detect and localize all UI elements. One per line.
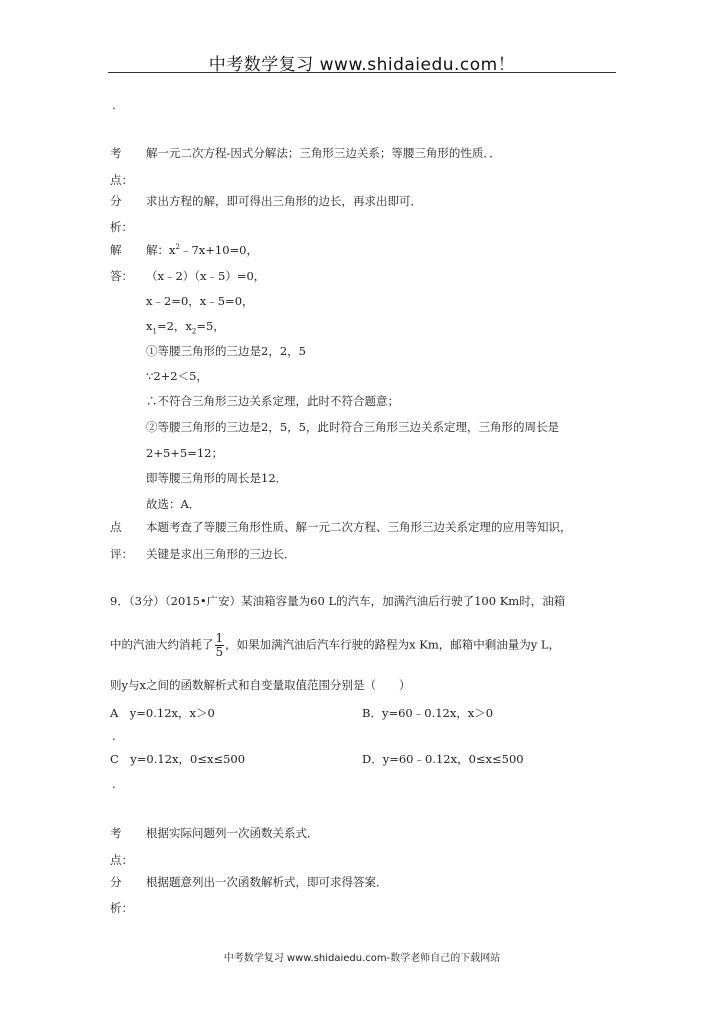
kaodian2-text: 根据实际问题列一次函数关系式． bbox=[146, 826, 319, 840]
kaodian2-label-1: 考 bbox=[110, 826, 122, 840]
kaodian-label-1: 考 bbox=[110, 146, 122, 160]
solution-line-4-a: x bbox=[146, 319, 153, 333]
solution-line-6: ∵2+2＜5， bbox=[146, 369, 208, 383]
solution-line-4 bbox=[146, 318, 225, 335]
solution-line-4-sub1: 1 bbox=[152, 327, 157, 336]
solution-line-3: x﹣2=0，x﹣5=0， bbox=[146, 294, 254, 308]
dianping-text-1: 本题考查了等腰三角形性质、解一元二次方程、三角形三边关系定理的应用等知识， bbox=[146, 520, 572, 534]
question-9-line-1: 9．（3分）（2015•广安）某油箱容量为60 L的汽车，加满汽油后行驶了100 Km时，油箱 bbox=[110, 594, 566, 608]
fenxi-label-2: 析： bbox=[110, 220, 133, 234]
question-9-line-2 bbox=[110, 632, 560, 659]
solution-line-1 bbox=[146, 242, 258, 258]
option-a-dot: . bbox=[112, 729, 116, 743]
kaodian-text: 解一元二次方程-因式分解法；三角形三边关系；等腰三角形的性质．． bbox=[146, 146, 501, 160]
solution-line-1-sup: 2 bbox=[175, 243, 180, 252]
option-b: B．y=60﹣0.12x，x＞0 bbox=[362, 706, 494, 720]
dianping-label-2: 评： bbox=[110, 547, 133, 561]
jieda-label-2: 答： bbox=[110, 269, 133, 283]
solution-line-4-b: =2，x bbox=[156, 319, 192, 333]
fraction-denominator: 5 bbox=[215, 645, 224, 659]
page-header-title: 中考数学复习 www.shidaiedu.com！ bbox=[208, 55, 516, 75]
top-dot: . bbox=[112, 98, 116, 112]
option-a: A y=0.12x，x＞0 bbox=[110, 706, 215, 720]
fenxi2-label-2: 析： bbox=[110, 901, 133, 915]
fenxi2-label-1: 分 bbox=[110, 875, 122, 889]
question-9-line-2-a: 中的汽油大约消耗了 bbox=[110, 637, 214, 652]
solution-line-5: ①等腰三角形的三边是2，2，5 bbox=[146, 344, 306, 358]
jieda-label-1: 解 bbox=[110, 243, 122, 257]
solution-line-2: （x﹣2）（x﹣5）=0， bbox=[146, 269, 266, 283]
solution-line-4-c: =5， bbox=[196, 319, 225, 333]
fenxi2-text: 根据题意列出一次函数解析式，即可求得答案． bbox=[146, 875, 388, 889]
solution-line-8: ②等腰三角形的三边是2，5，5，此时符合三角形三边关系定理，三角形的周长是 bbox=[146, 420, 559, 434]
fraction-one-fifth bbox=[215, 632, 225, 659]
fenxi-text: 求出方程的解，即可得出三角形的边长，再求出即可． bbox=[146, 194, 422, 208]
question-9-line-2-b: ，如果加满汽油后汽车行驶的路程为x Km，邮箱中剩油量为y L， bbox=[225, 637, 561, 652]
option-c-dot: . bbox=[112, 777, 116, 791]
page-footer: 中考数学复习 www.shidaiedu.com-数学老师自己的下载网站 bbox=[223, 953, 501, 964]
header-rule bbox=[108, 72, 616, 73]
dianping-label-1: 点 bbox=[110, 520, 122, 534]
solution-line-4-sub2: 2 bbox=[191, 327, 197, 336]
fraction-numerator: 1 bbox=[215, 631, 224, 645]
solution-line-1-b: ﹣7x+10=0， bbox=[179, 243, 258, 257]
kaodian-label-2: 点： bbox=[110, 173, 133, 187]
solution-line-1-a: 解：x bbox=[146, 243, 176, 257]
question-9-line-3: 则y与x之间的函数解析式和自变量取值范围分别是（ ） bbox=[110, 678, 411, 692]
solution-line-11: 故选：A． bbox=[146, 497, 201, 511]
option-d: D．y=60﹣0.12x，0≤x≤500 bbox=[362, 752, 524, 766]
solution-line-9: 2+5+5=12； bbox=[146, 446, 223, 460]
solution-line-7: ∴不符合三角形三边关系定理，此时不符合题意； bbox=[146, 394, 399, 408]
option-c: C y=0.12x，0≤x≤500 bbox=[110, 752, 246, 766]
dianping-text-2: 关键是求出三角形的三边长． bbox=[146, 547, 296, 561]
kaodian2-label-2: 点： bbox=[110, 853, 133, 867]
fenxi-label-1: 分 bbox=[110, 194, 122, 208]
solution-line-10: 即等腰三角形的周长是12． bbox=[146, 471, 288, 485]
